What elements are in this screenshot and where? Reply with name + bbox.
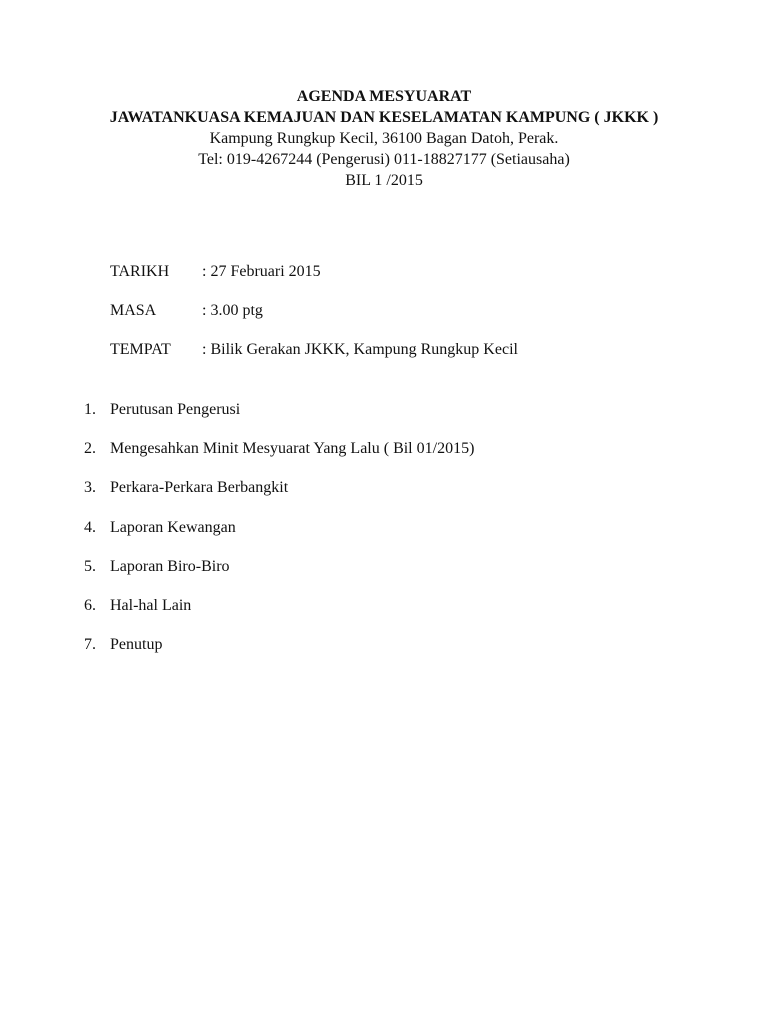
agenda-number: 1.	[84, 401, 96, 418]
agenda-text: Laporan Kewangan	[110, 518, 236, 536]
detail-label: MASA	[110, 302, 157, 319]
agenda-text: Perutusan Pengerusi	[110, 401, 241, 418]
agenda-text: Mengesahkan Minit Mesyuarat Yang Lalu ( Bil 01/2015)	[110, 440, 475, 458]
agenda-number: 4.	[84, 518, 96, 536]
agenda-number: 2.	[84, 440, 96, 458]
agenda-item	[84, 478, 474, 517]
agenda-number: 5.	[84, 557, 96, 575]
organization-address: Kampung Rungkup Kecil, 36100 Bagan Datoh, Perak.	[209, 130, 559, 147]
agenda-item	[84, 518, 474, 557]
agenda-text: Laporan Biro-Biro	[110, 557, 230, 575]
agenda-item	[84, 400, 474, 439]
agenda-item	[84, 596, 474, 635]
agenda-list	[84, 400, 474, 674]
meeting-details	[110, 262, 518, 379]
detail-value: : Bilik Gerakan JKKK, Kampung Rungkup Kecil	[202, 341, 518, 358]
organization-name: JAWATANKUASA KEMAJUAN DAN KESELAMATAN KAMPUNG ( JKKK )	[109, 109, 659, 126]
contact-phone: Tel: 019-4267244 (Pengerusi) 011-18827177 (Setiausaha)	[198, 151, 570, 168]
detail-value: : 27 Februari 2015	[202, 263, 321, 280]
detail-row-date	[110, 262, 518, 301]
detail-row-time	[110, 301, 518, 340]
agenda-text: Penutup	[110, 636, 163, 654]
agenda-item	[84, 635, 474, 674]
detail-label: TARIKH	[110, 263, 170, 280]
detail-value: : 3.00 ptg	[202, 302, 263, 319]
agenda-text: Hal-hal Lain	[110, 596, 192, 614]
agenda-item	[84, 557, 474, 596]
document-header	[0, 86, 768, 191]
detail-row-venue	[110, 340, 518, 379]
agenda-number: 6.	[84, 596, 96, 614]
agenda-number: 3.	[84, 479, 96, 497]
document-title: AGENDA MESYUARAT	[296, 88, 472, 105]
agenda-text: Perkara-Perkara Berbangkit	[110, 479, 289, 497]
detail-label: TEMPAT	[110, 341, 171, 358]
reference-number: BIL 1 /2015	[345, 172, 423, 189]
agenda-number: 7.	[84, 636, 96, 654]
agenda-item	[84, 439, 474, 478]
